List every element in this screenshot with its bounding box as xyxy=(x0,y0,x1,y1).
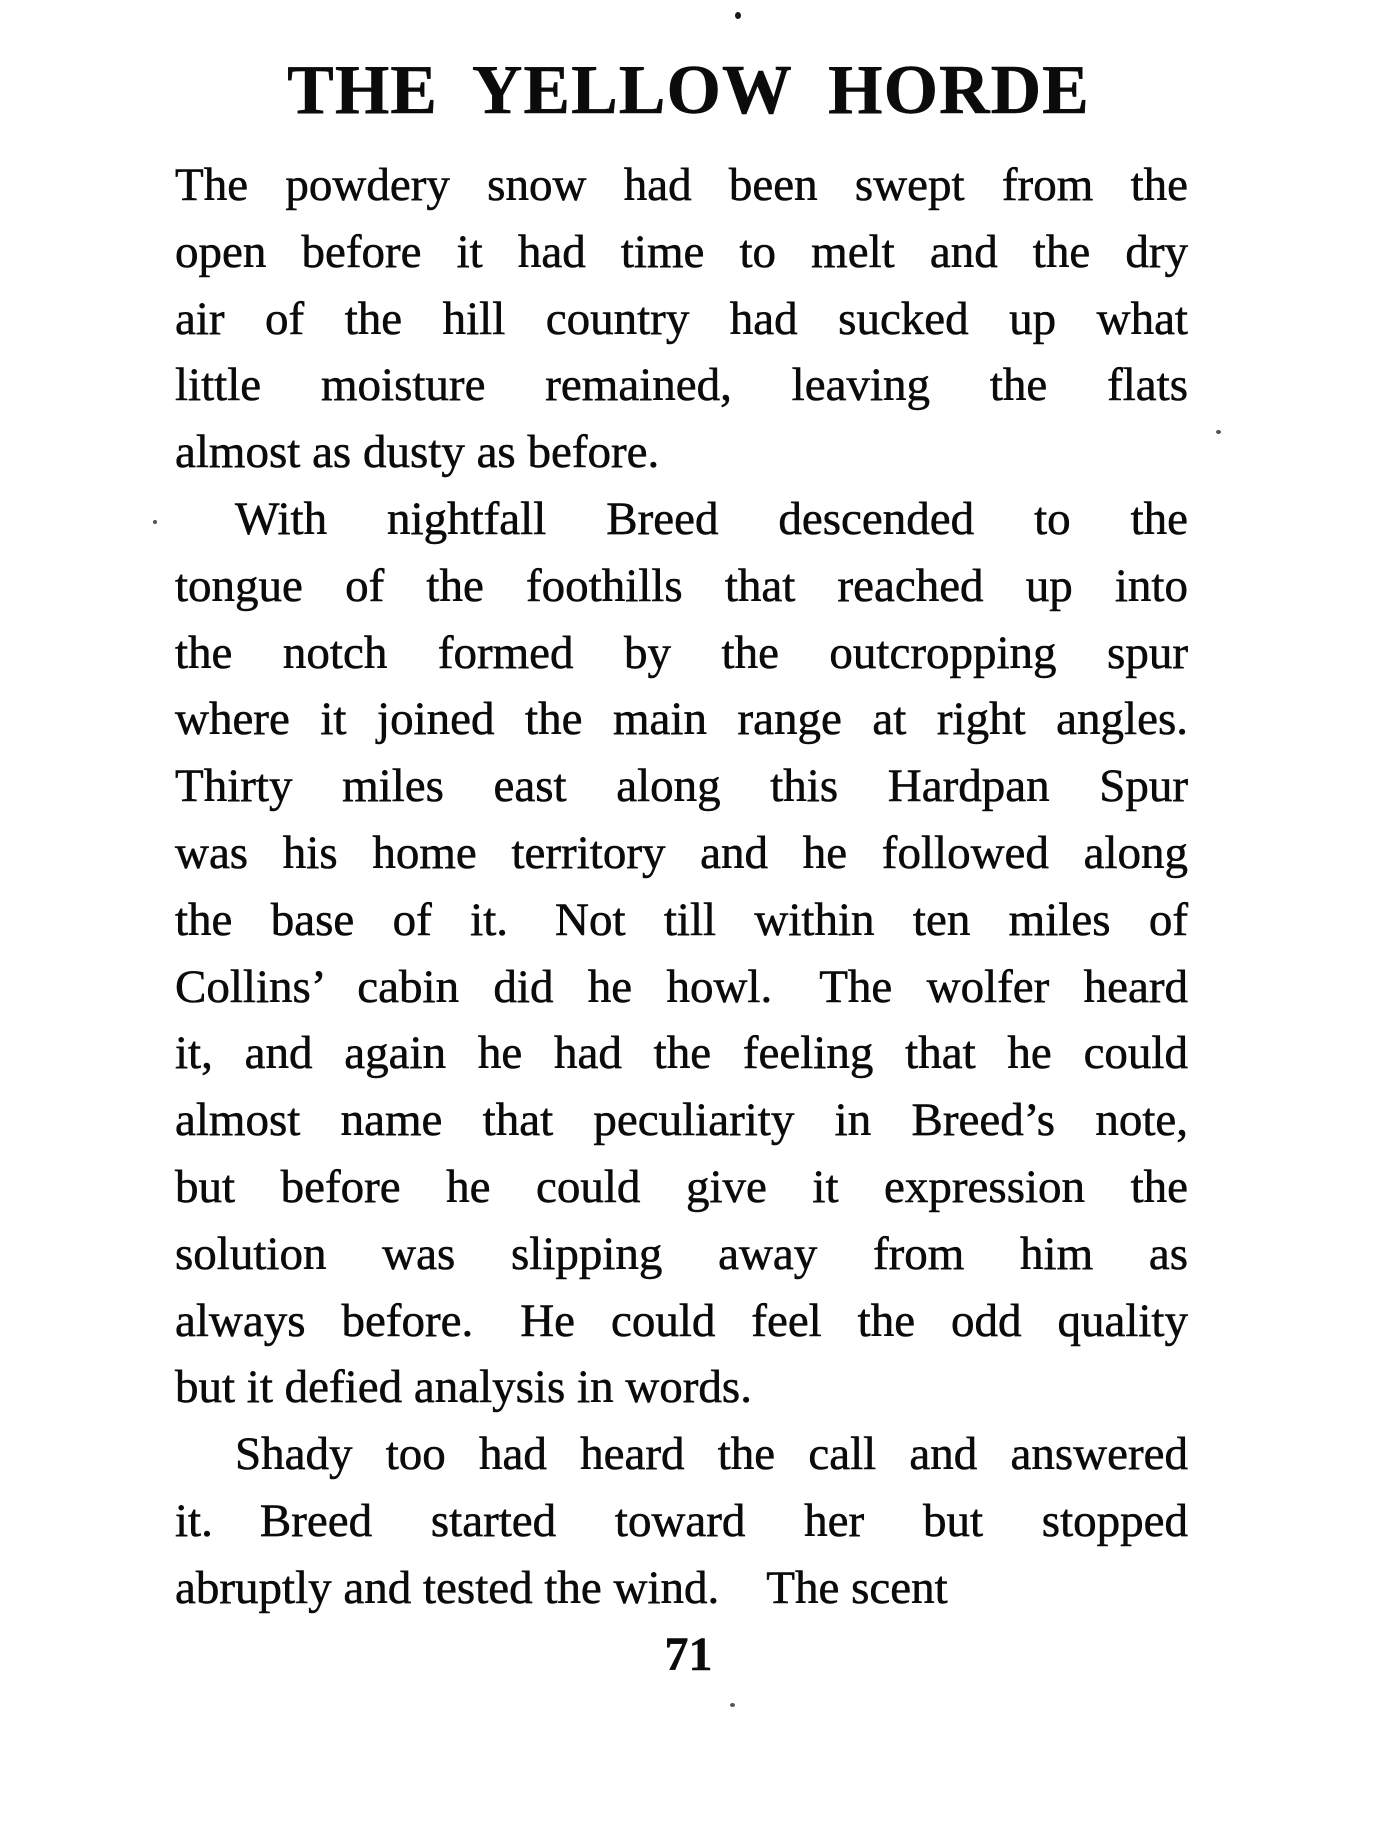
text-line: it. Breed started toward her but stopped xyxy=(175,1494,1188,1547)
text-line: the base of it. Not till within ten miles of xyxy=(175,893,1188,946)
text-line: was his home territory and he followed along xyxy=(175,826,1188,879)
text-line: With nightfall Breed descended to the xyxy=(235,492,1188,545)
text-line: it, and again he had the feeling that he could xyxy=(175,1027,1188,1080)
text-line: but before he could give it expression the xyxy=(175,1160,1188,1213)
text-line: the notch formed by the outcropping spur xyxy=(175,626,1188,679)
text-line: almost name that peculiarity in Breed’s note, xyxy=(175,1094,1188,1147)
text-line: Shady too had heard the call and answered xyxy=(235,1428,1188,1481)
text-line: The powdery snow had been swept from the xyxy=(175,159,1188,211)
text-line: little moisture remained, leaving the flats xyxy=(175,359,1188,412)
body-text xyxy=(175,152,1188,1622)
scan-speck xyxy=(1216,430,1221,434)
text-line: tongue of the foothills that reached up into xyxy=(175,559,1188,612)
scan-speck xyxy=(153,520,157,524)
text-line: solution was slipping away from him as xyxy=(175,1227,1188,1280)
text-line: always before. He could feel the odd quality xyxy=(175,1294,1188,1347)
text-line: where it joined the main range at right angles. xyxy=(175,693,1188,746)
scan-speck xyxy=(730,1703,735,1707)
text-line: but it defied analysis in words. xyxy=(175,1361,752,1414)
text-line: air of the hill country had sucked up what xyxy=(175,292,1188,345)
text-line: Collins’ cabin did he howl. The wolfer heard xyxy=(175,960,1188,1013)
text-line: almost as dusty as before. xyxy=(175,426,660,479)
text-line: open before it had time to melt and the dry xyxy=(175,225,1188,278)
scan-speck xyxy=(735,12,741,19)
page-title: THE YELLOW HORDE xyxy=(287,52,1090,129)
text-line: Thirty miles east along this Hardpan Spur xyxy=(175,760,1188,813)
page-number: 71 xyxy=(664,1628,713,1681)
text-line: abruptly and tested the wind. The scent xyxy=(175,1561,948,1614)
